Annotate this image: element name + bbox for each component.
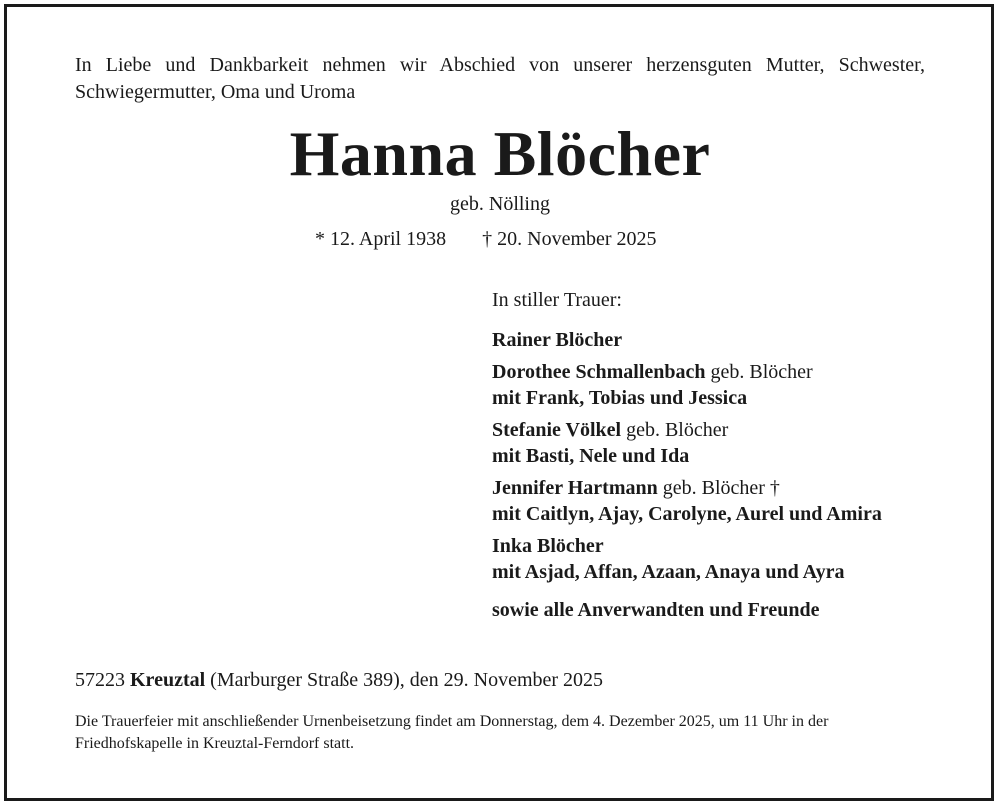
mourner-name: Jennifer Hartmann (492, 477, 658, 499)
mourner-entry (492, 359, 882, 411)
death-date: † 20. November 2025 (482, 228, 657, 250)
mourner-entry (492, 327, 882, 353)
mourners-list (492, 327, 882, 591)
address-date: (Marburger Straße 389), den 29. November 2025 (210, 669, 604, 691)
life-dates (315, 226, 657, 252)
mourning-label: In stiller Trauer: (492, 289, 622, 311)
mourner-family: mit Basti, Nele und Ida (492, 445, 690, 467)
mourner-name: Dorothee Schmallenbach (492, 361, 706, 383)
mourner-family: mit Caitlyn, Ajay, Carolyne, Aurel und Amira (492, 503, 882, 525)
mourner-family: mit Asjad, Affan, Azaan, Anaya und Ayra (492, 561, 845, 583)
birth-date: * 12. April 1938 (315, 228, 447, 250)
mourner-suffix: geb. Blöcher † (662, 477, 780, 499)
funeral-info: Die Trauerfeier mit anschließender Urnenbeisetzung findet am Donnerstag, dem 4. Dezember 2025, um 11 Uhr in der Friedhofskapelle in Kreuztal-Ferndorf statt. (75, 713, 829, 752)
mourner-suffix: geb. Blöcher (710, 361, 813, 383)
intro-text: In Liebe und Dankbarkeit nehmen wir Abschied von unserer herzensguten Mutter, Schwester, Schwiegermutter, Oma und Uroma (75, 54, 925, 103)
mourner-name: Rainer Blöcher (492, 329, 623, 351)
mourner-family: mit Frank, Tobias und Jessica (492, 387, 748, 409)
mourner-suffix: geb. Blöcher (626, 419, 729, 441)
place-date-line (75, 667, 603, 693)
postcode: 57223 (75, 669, 125, 691)
maiden-name: geb. Nölling (450, 193, 550, 215)
deceased-name: Hanna Blöcher (289, 118, 711, 189)
mourner-entry (492, 417, 882, 469)
closing-line: sowie alle Anverwandten und Freunde (492, 599, 820, 621)
mourner-entry (492, 533, 882, 585)
mourner-name: Stefanie Völkel (492, 419, 622, 441)
mourner-entry (492, 475, 882, 527)
mourner-name: Inka Blöcher (492, 535, 604, 557)
city: Kreuztal (130, 669, 206, 691)
